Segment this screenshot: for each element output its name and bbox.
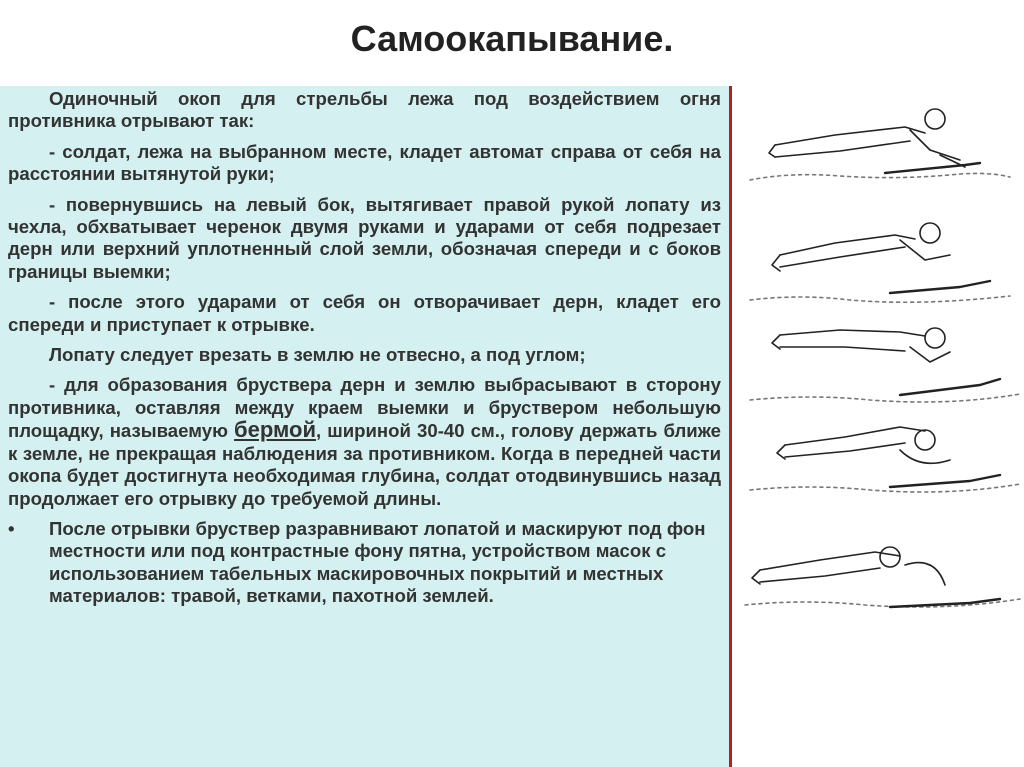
figure-step-5 (745, 547, 1020, 607)
bullet-text: После отрывки бруствер разравнивают лопатой и маскируют под фон местности или под контрастные фону пятна, устройством масок с использованием табельных маскировочных покрытий и местных материалов: травой, ветками, пахотной землей. (49, 517, 706, 607)
term-berm: бермой (234, 417, 316, 443)
paragraph-step-4-end: , шириной 30-40 см., голову держать ближе к земле, не прекращая наблюдения за противником. Когда в передней части окопа будет достигнута необходимая глубина, солдат отодвинувшись назад продолжает его отрывку до требуемой длины. (8, 420, 721, 509)
text-panel (0, 86, 732, 767)
figure-step-3 (750, 328, 1020, 402)
paragraph-step-3: - после этого ударами от себя он отворачивает дерн, кладет его спереди и приступает к отрывке. (8, 291, 721, 335)
bullet-marker: • (8, 517, 15, 539)
paragraph-step-4-start: - для образования бруствера дерн и землю выбрасывают в сторону противника, оставляя между краем выемки и бруствером небольшую площадку, называемую (8, 374, 721, 442)
soldier-digging-drawings (740, 95, 1024, 635)
paragraph-shovel-angle: Лопату следует врезать в землю не отвесно, а под углом; (49, 344, 586, 366)
figure-step-4 (750, 427, 1020, 492)
digging-illustrations (740, 95, 1024, 635)
paragraph-intro: Одиночный окоп для стрельбы лежа под воздействием огня противника отрывают так: (8, 88, 721, 132)
figure-step-1 (750, 109, 1010, 180)
paragraph-step-4 (8, 374, 721, 509)
slide-title: Самоокапывание. (350, 18, 674, 59)
bullet-item (8, 518, 721, 608)
paragraph-step-2: - повернувшись на левый бок, вытягивает правой рукой лопату из чехла, обхватывает черенок двумя руками и ударами от себя подрезает дерн или верхний уплотненный слой земли, обозначая спереди и с боков границы выемки; (8, 193, 721, 282)
paragraph-step-1: - солдат, лежа на выбранном месте, кладет автомат справа от себя на расстоянии вытянутой руки; (8, 140, 721, 185)
figure-step-2 (750, 223, 1010, 302)
